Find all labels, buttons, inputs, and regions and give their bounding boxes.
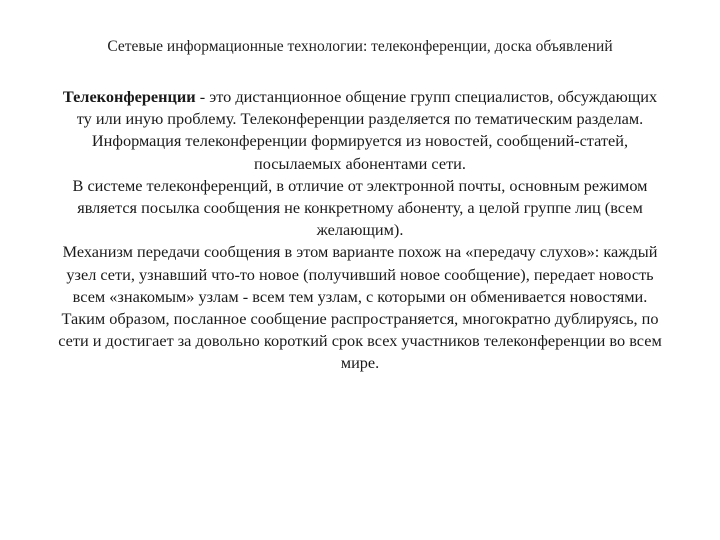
- paragraph-mechanism: Механизм передачи сообщения в этом варианте похож на «передачу слухов»: каждый узел сети, узнавший что-то новое (получивший новое сообщение), передает новость всем «знакомым» узлам - всем тем узлам, с которыми он обменивается новостями. Таким образом, посланное сообщение распространяется, многократно дублируясь, по сети и достигает за довольно короткий срок всех участников телеконференции во всем мире.: [58, 242, 662, 373]
- definition-text: - это дистанционное общение групп специалистов, обсуждающих ту или иную проблему. Телеконференции разделяется по тематическим разделам. Информация телеконференции формируется из новостей, сообщений-статей, посылаемых абонентами сети.: [76, 87, 658, 173]
- paragraph-mode: В системе телеконференций, в отличие от электронной почты, основным режимом является посылка сообщения не конкретному абоненту, а целой группе лиц (всем желающим).: [72, 175, 648, 240]
- slide-body: [56, 86, 664, 375]
- slide-title: Сетевые информационные технологии: телеконференции, доска объявлений: [107, 38, 613, 55]
- term-teleconferences: Телеконференции: [62, 87, 196, 106]
- paragraph-definition: [56, 86, 664, 175]
